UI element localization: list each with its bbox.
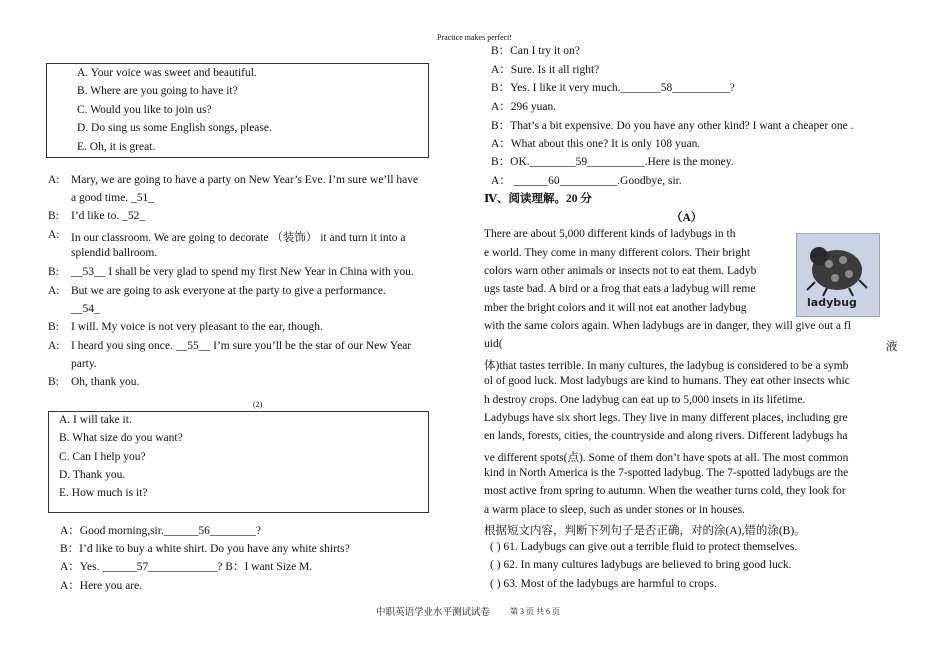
option-a: A. I will take it. [59,414,132,426]
option-c: C. Can I help you? [59,451,146,463]
options-box-1 [46,63,429,158]
dialog-line: A：What about this one? It is only 108 yuan. [491,138,701,150]
question-62: ( ) 62. In many cultures ladybugs are believed to bring good luck. [490,559,792,571]
passage-line: e world. They come in many different colors. Their bright [484,247,751,259]
passage-line: h destroy crops. One ladybug can eat up to 5,000 insets in its lifetime. [484,394,806,406]
image-caption: ladybug [807,296,857,309]
dialog-line: A：Yes. ______57____________? B：I want Size M. [60,561,313,573]
dialog-line: A： ______60__________.Goodbye, sir. [491,175,682,187]
ladybug-image [796,233,880,317]
option-b: B. What size do you want? [59,432,183,444]
dialog-line: I heard you sing once. __55__ I’m sure you’ll be the star of our New Year [71,340,412,352]
page-header: Practice makes perfect! [437,33,513,42]
passage-line: 体)that tastes terrible. In many cultures, the ladybug is considered to be a symb [484,360,849,372]
dialog-line: B：Can I try it on? [491,45,580,57]
speaker: B: [48,321,59,333]
footer-title: 中职英语学业水平测试试卷 [376,608,491,618]
dialog-line: But we are going to ask everyone at the party to give a performance. [71,285,386,297]
speaker: B: [48,376,59,388]
dialog-line: party. [71,358,97,370]
dialog-line: __54_ [71,303,100,315]
dialog-line: a good time. _51_ [71,192,155,204]
passage-line: mber the bright colors and it will not eat another ladybug [484,302,747,314]
dialog-line: A：Sure. Is it all right? [491,64,600,76]
dialog-line: __53__ I shall be very glad to spend my first New Year in China with you. [71,266,414,278]
speaker: A: [48,340,60,352]
passage-line: with the same colors again. When ladybugs are in danger, they will give out a fl [484,320,851,332]
passage-line: a warm place to sleep, such as under stones or in houses. [484,504,745,516]
dialog-line: I’d like to. _52_ [71,210,146,222]
dialog-line: B：OK.________59__________.Here is the money. [491,156,734,168]
option-e: E. Oh, it is great. [77,141,156,153]
option-b: B. Where are you going to have it? [77,85,238,97]
passage-line: Ladybugs have six short legs. They live in many different places, including gre [484,412,848,424]
section-label: (2) [253,400,263,409]
passage-line: ol of good luck. Most ladybugs are kind to humans. They eat other insects whic [484,375,850,387]
option-e: E. How much is it? [59,487,148,499]
dialog-line: B：I’d like to buy a white shirt. Do you have any white shirts? [60,543,350,555]
speaker: B: [48,210,59,222]
passage-line: ugs taste bad. A bird or a frog that eats a ladybug will reme [484,283,756,295]
dialog-line: Oh, thank you. [71,376,140,388]
speaker: A: [48,229,60,241]
dialog-line: In our classroom. We are going to decorate （装饰） it and turn it into a [71,232,406,244]
option-a: A. Your voice was sweet and beautiful. [77,67,257,79]
instruction: 根据短文内容，判断下列句子是否正确，对的涂(A),错的涂(B)。 [484,525,806,537]
passage-line: colors warn other animals or insects not to eat them. Ladyb [484,265,757,277]
dialog-line: splendid ballroom. [71,247,158,259]
dialog-line: A：296 yuan. [491,101,557,113]
dialog-line: B：That’s a bit expensive. Do you have any other kind? I want a cheaper one . [491,120,854,132]
passage-line: en lands, forests, cities, the countryside and along rivers. Different ladybugs ha [484,430,848,442]
option-c: C. Would you like to join us? [77,104,212,116]
passage-char: 液 [886,341,898,353]
dialog-line: I will. My voice is not very pleasant to the ear, though. [71,321,323,333]
speaker: A: [48,174,60,186]
option-d: D. Do sing us some English songs, please. [77,122,272,134]
dialog-line: B：Yes. I like it very much._______58__________? [491,82,735,94]
passage-line: uid( [484,338,503,350]
dialog-line: Mary, we are going to have a party on New Year’s Eve. I’m sure we’ll have [71,174,419,186]
passage-line: most active from spring to autumn. When the weather turns cold, they look for [484,485,846,497]
page-number: 第 3 页 共 6 页 [510,607,560,616]
section-title: Ⅳ、阅读理解。20 分 [484,193,592,205]
question-63: ( ) 63. Most of the ladybugs are harmful to crops. [490,578,717,590]
passage-line: ve different spots(点). Some of them don’t have spots at all. The most common [484,452,849,464]
option-d: D. Thank you. [59,469,126,481]
passage-label: （A） [671,212,703,224]
passage-line: There are about 5,000 different kinds of ladybugs in th [484,228,736,240]
options-box-2 [48,411,429,513]
speaker: A: [48,285,60,297]
speaker: B: [48,266,59,278]
passage-line: kind in North America is the 7-spotted ladybug. The 7-spotted ladybugs are the [484,467,849,479]
question-61: ( ) 61. Ladybugs can give out a terrible fluid to protect themselves. [490,541,798,553]
dialog-line: A：Good morning,sir.______56________? [60,525,261,537]
dialog-line: A：Here you are. [60,580,143,592]
